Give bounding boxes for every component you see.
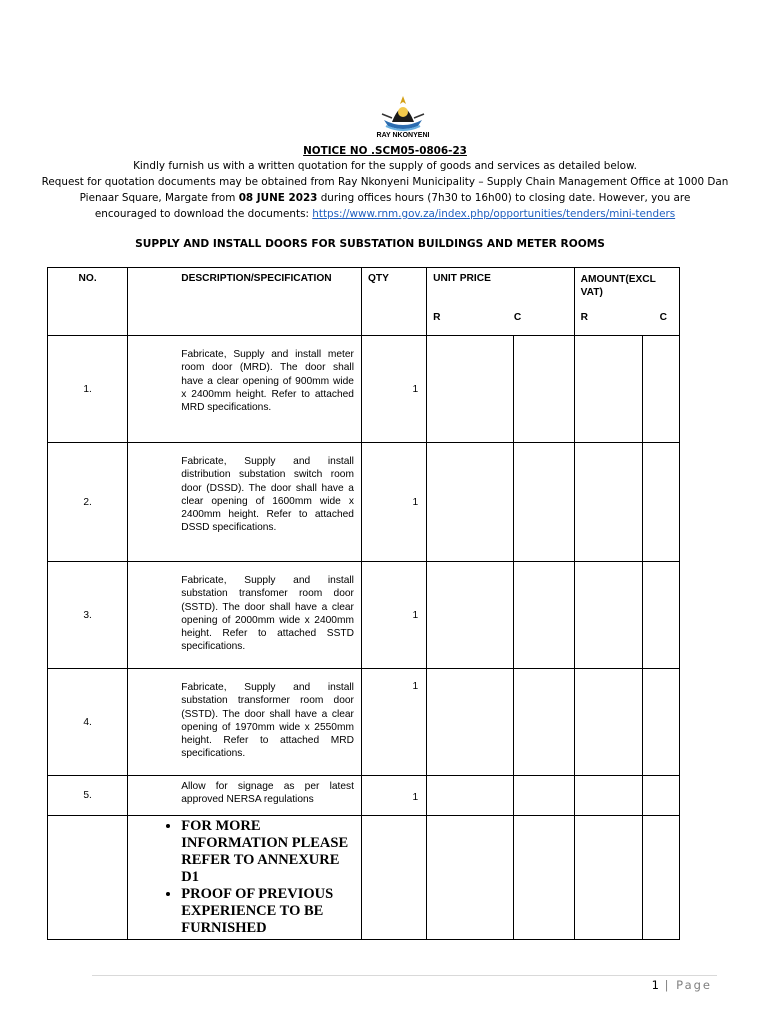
notes-cell (128, 816, 362, 940)
amount-rand-cell[interactable] (574, 443, 642, 562)
table-row (48, 776, 680, 816)
unit-price-cents-cell[interactable] (514, 562, 574, 669)
amount-cents-cell[interactable] (642, 562, 679, 669)
page-label: | Page (658, 978, 712, 992)
amount-rand-cell[interactable] (574, 562, 642, 669)
unit-price-rand-cell[interactable] (427, 776, 514, 816)
table-row (48, 562, 680, 669)
row-number: 2. (48, 443, 128, 562)
unit-price-cents-cell[interactable] (514, 336, 574, 443)
amount-rand-cell[interactable] (574, 816, 642, 940)
unit-price-cents-cell[interactable] (514, 816, 574, 940)
note-more-info: • FOR MORE INFORMATION PLEASE REFER TO ANNEXURE D1 (181, 818, 357, 886)
unit-price-rand-cell[interactable] (427, 336, 514, 443)
unit-price-rand-cell[interactable] (427, 562, 514, 669)
unit-price-rand: R (427, 299, 514, 336)
amount-rand-cell[interactable] (574, 669, 642, 776)
notes-list (156, 818, 357, 937)
unit-price-rand-cell[interactable] (427, 443, 514, 562)
row-description: Allow for signage as per latest approved NERSA regulations (128, 776, 362, 816)
notice-number: NOTICE NO .SCM05-0806-23 (303, 145, 467, 157)
amount-cents-cell[interactable] (642, 443, 679, 562)
header-description: DESCRIPTION/SPECIFICATION (128, 268, 362, 336)
intro-line-3-b: during offices hours (7h30 to 16h00) to closing date. However, you are (317, 192, 691, 204)
intro-line-4 (0, 206, 770, 222)
header-amount: AMOUNT(EXCL VAT) (574, 268, 679, 300)
amount-cents-cell[interactable] (642, 776, 679, 816)
unit-price-cents-cell[interactable] (514, 669, 574, 776)
amount-cents: C (642, 299, 679, 336)
header-no: NO. (48, 268, 128, 336)
page-footer (652, 978, 712, 992)
table-row (48, 443, 680, 562)
notes-qty-cell (361, 816, 426, 940)
row-qty: 1 (361, 669, 426, 776)
municipality-logo (370, 90, 436, 142)
row-description: Fabricate, Supply and install meter room door (MRD). The door shall have a clear opening of 900mm wide x 2400mm height. Refer to attached MRD specifications. (128, 336, 362, 443)
note-previous-experience: • PROOF OF PREVIOUS EXPERIENCE TO BE FURNISHED (181, 886, 357, 937)
table-header-row (48, 268, 680, 300)
row-number: 4. (48, 669, 128, 776)
amount-cents-cell[interactable] (642, 816, 679, 940)
notes-empty-cell (48, 816, 128, 940)
tender-download-link[interactable]: https://www.rnm.gov.za/index.php/opportunities/tenders/mini-tenders (312, 208, 676, 220)
header-unit-price: UNIT PRICE (427, 268, 574, 300)
unit-price-cents: C (514, 299, 574, 336)
unit-price-rand-cell[interactable] (427, 816, 514, 940)
intro-line-1: Kindly furnish us with a written quotation for the supply of goods and services as detailed below. (133, 160, 637, 172)
intro-line-2: Request for quotation documents may be obtained from Ray Nkonyeni Municipality – Supply Chain Management Office at 1000 Dan (41, 176, 729, 188)
amount-cents-cell[interactable] (642, 669, 679, 776)
row-qty: 1 (361, 776, 426, 816)
amount-rand-cell[interactable] (574, 776, 642, 816)
quotation-table (47, 267, 680, 940)
footer-divider (92, 975, 717, 976)
row-qty: 1 (361, 562, 426, 669)
unit-price-rand-cell[interactable] (427, 669, 514, 776)
row-description: Fabricate, Supply and install substation transfomer room door (SSTD). The door shall have a clear opening of 2000mm wide x 2400mm height. Refer to attached SSTD specifications. (128, 562, 362, 669)
row-description: Fabricate, Supply and install distribution substation switch room door (DSSD). The door shall have a clear opening of 1600mm wide x 2400mm height. Refer to attached DSSD specifications. (128, 443, 362, 562)
logo-text: RAY NKONYENI (376, 132, 430, 139)
row-number: 5. (48, 776, 128, 816)
opening-date: 08 JUNE 2023 (238, 192, 318, 204)
document-title: SUPPLY AND INSTALL DOORS FOR SUBSTATION BUILDINGS AND METER ROOMS (135, 238, 605, 250)
unit-price-cents-cell[interactable] (514, 443, 574, 562)
intro-line-4-a: encouraged to download the documents: (94, 208, 313, 220)
page-number: 1 (651, 978, 659, 992)
row-qty: 1 (361, 336, 426, 443)
intro-line-3-a: Pienaar Square, Margate from (79, 192, 239, 204)
table-row (48, 669, 680, 776)
header-qty: QTY (361, 268, 426, 336)
row-number: 1. (48, 336, 128, 443)
amount-rand: R (574, 299, 642, 336)
unit-price-cents-cell[interactable] (514, 776, 574, 816)
table-row (48, 336, 680, 443)
amount-cents-cell[interactable] (642, 336, 679, 443)
row-number: 3. (48, 562, 128, 669)
intro-line-3 (0, 190, 770, 206)
row-description: Fabricate, Supply and install substation transformer room door (SSTD). The door shall have a clear opening of 1970mm wide x 2550mm height. Refer to attached MRD specifications. (128, 669, 362, 776)
row-qty: 1 (361, 443, 426, 562)
notes-row (48, 816, 680, 940)
amount-rand-cell[interactable] (574, 336, 642, 443)
logo-emblem-icon (370, 90, 436, 142)
